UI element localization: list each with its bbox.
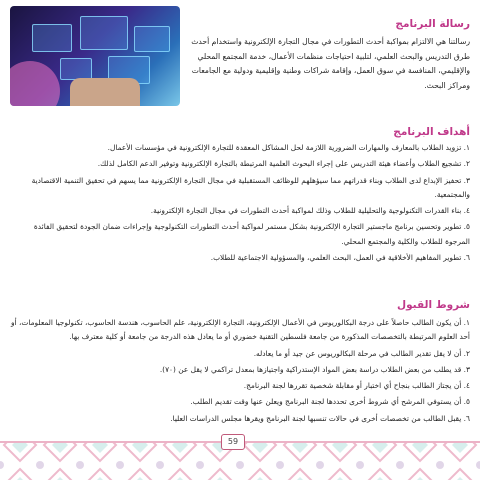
admission-item-1: ١. أن يكون الطالب حاصلاً على درجة البكالوريوس في الأعمال الإلكترونية، التجارة الإلكترونية، علم الحاسوب، هندسة الحاسوب، تكنولوجيا المعلومات، أو أحد العلوم المرتبطة بالتخصصات المذكورة من جامعة فلسطين التقنية خضوري أو ما يعادل هذه الدرجة من جامعة أو كلية معترف بها. [11, 318, 470, 342]
admission-item-2: ٢. أن لا يقل تقدير الطالب في مرحلة البكالوريوس عن جيد أو ما يعادله. [253, 348, 470, 358]
admission-item-3: ٣. قد يطلب من بعض الطلاب دراسة بعض المواد الإستدراكية واجتيازها بمعدل تراكمي لا يقل عن (٧٠). [159, 364, 470, 374]
goal-item-5: ٥. تطوير وتحسين برنامج ماجستير التجارة الإلكترونية بشكل مستمر لمواكبة أحدث التطورات التكنولوجية وإجراءات ضمان الجودة لتحقيق الفائدة المرجوة للطلاب والكلية والمجتمع المحلي. [33, 222, 470, 246]
goals-title: أهداف البرنامج [393, 126, 470, 138]
goal-item-2: ٢. تشجيع الطلاب وأعضاء هيئة التدريس على إجراء البحوث العلمية المرتبطة بالتجارة الإلكترونية وتوفير الدعم الكامل لذلك. [97, 159, 470, 169]
goal-item-6: ٦. تطوير المفاهيم الأخلاقية في العمل، البحث العلمي، والمسؤولية الاجتماعية للطلاب. [210, 253, 470, 263]
goals-list [10, 141, 470, 267]
message-text: رسالتنا هي الالتزام بمواكبة أحدث التطورات في مجال التجارة الإلكترونية واستخدام أحدث طرق التدريس والبحث العلمي، لتلبية احتياجات منظمات الأعمال، خدمة المجتمع المحلي والإقليمي، المنافسة في سوق العمل، وإقامة شراكات وطنية وإقليمية ودولية مع الجامعات ومراكز البحث. [191, 37, 470, 90]
admission-item-4: ٤. أن يجتاز الطالب بنجاح أي اختبار أو مقابلة شخصية تقررها لجنة البرنامج. [243, 381, 470, 391]
admission-item-5: ٥. أن يستوفي المرشح أي شروط أخرى تحددها لجنة البرنامج ويعلن عنها وقت تقديم الطلب. [190, 397, 470, 407]
admission-list [10, 316, 470, 428]
hero-image-ecommerce [10, 6, 180, 106]
goal-item-3: ٣. تحفيز الإبداع لدى الطلاب وبناء قدراتهم مما سيؤهلهم للوظائف المستقبلية في مجال التجارة الإلكترونية مما يسهم في تحقيق التنمية الاقتصادية والمجتمعية. [31, 175, 470, 199]
goal-item-1: ١. تزويد الطلاب بالمعارف والمهارات الضرورية اللازمة لحل المشاكل المعقدة للتجارة الإلكترونية في مؤسسات الأعمال. [107, 143, 470, 152]
message-title: رسالة البرنامج [395, 18, 470, 30]
admission-item-6: ٦. يقبل الطالب من تخصصات أخرى في حالات تنسبها لجنة البرنامج ويقرها مجلس الدراسات العليا. [170, 413, 470, 423]
goal-item-4: ٤. بناء القدرات التكنولوجية والتحليلية للطلاب وذلك لمواكبة أحدث التطورات في مجال التجارة الإلكترونية. [150, 206, 470, 216]
admission-title: شروط القبول [396, 299, 470, 311]
page-number: 59 [221, 434, 245, 450]
